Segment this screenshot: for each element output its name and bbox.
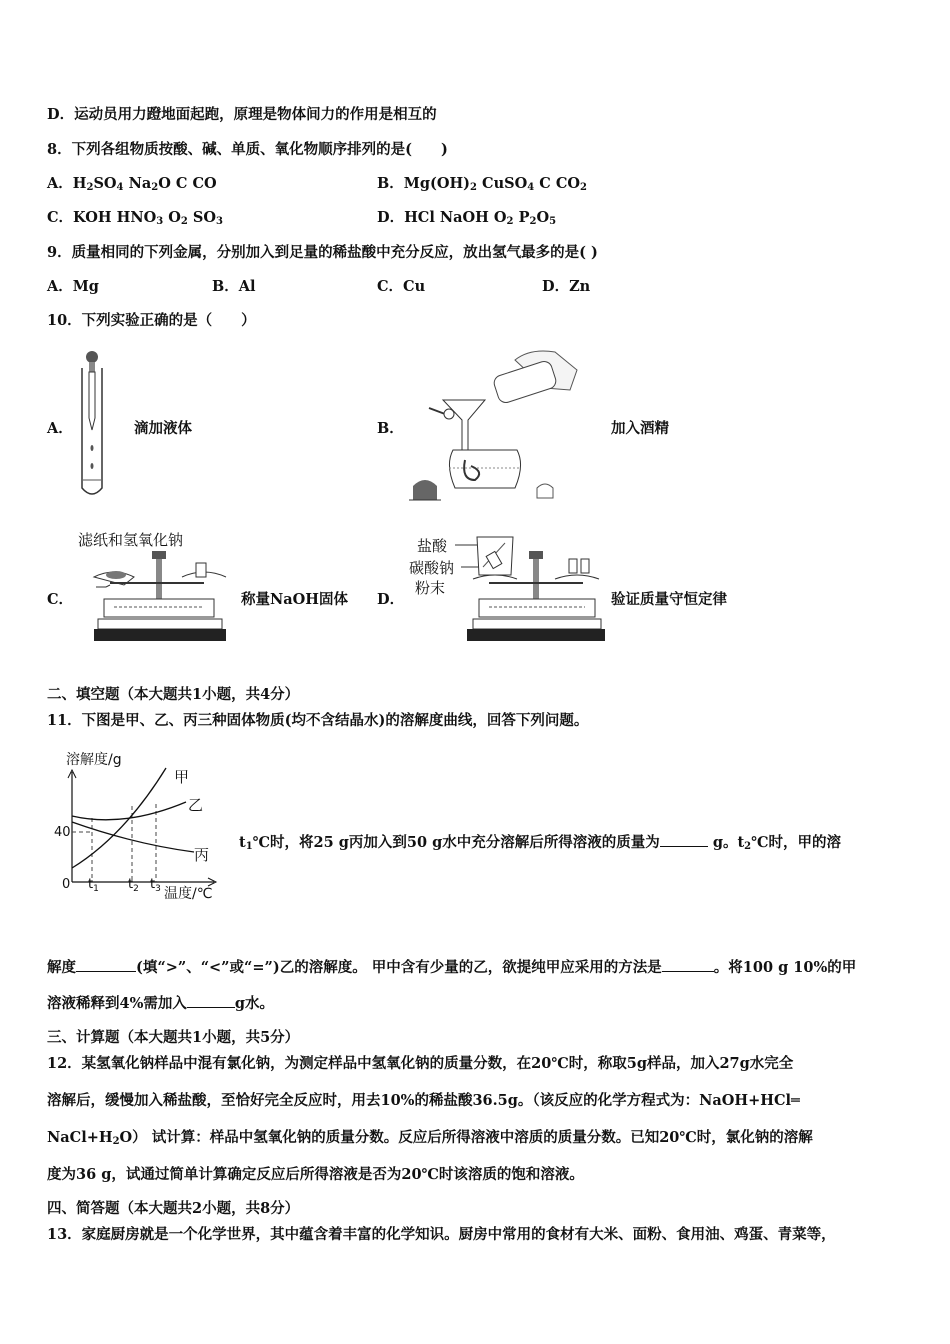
curve-yi-label: 乙 <box>188 796 204 814</box>
q11-stem: 11．下图是甲、乙、丙三种固体物质(均不含结晶水)的溶解度曲线，回答下列问题。 <box>47 712 589 729</box>
q10-a-text: 滴加液体 <box>134 420 192 437</box>
q11-line-1: $t_1℃$时，将25 g丙加入到50 g水中充分溶解后所得溶液的质量为 g。$t_2℃$时，甲的溶 <box>239 834 842 852</box>
balance-naoh-figure <box>74 527 234 643</box>
q12-line-2: 溶解后，缓慢加入稀盐酸，至恰好完全反应时，用去10%的稀盐酸36.5g。（该反应的化学方程式为：NaOH+HCl═ <box>47 1092 800 1109</box>
q13-line-1: 13．家庭厨房就是一个化学世界，其中蕴含着丰富的化学知识。厨房中常用的食材有大米、面粉、食用油、鸡蛋、青菜等， <box>47 1226 836 1243</box>
sodium-carbonate-label: 碳酸钠 <box>409 559 455 577</box>
x-tick-t3: $t_3$ <box>150 877 161 894</box>
section-2-title: 二、填空题（本大题共1小题，共4分） <box>47 686 300 703</box>
filter-paper-naoh-label: 滤纸和氢氧化钠 <box>78 531 184 549</box>
q10-b-text: 加入酒精 <box>611 420 669 437</box>
section-4-title: 四、简答题（本大题共2小题，共8分） <box>47 1200 300 1217</box>
curve-yi <box>72 802 186 820</box>
q10-d-label: D． <box>377 591 405 608</box>
x-axis-label: 温度/℃ <box>164 886 213 902</box>
balance-mass-conservation-figure <box>405 527 605 643</box>
x-tick-t1: $t_1$ <box>88 877 99 894</box>
origin-label: 0 <box>62 877 71 892</box>
q9-option-a: A．Mg <box>47 278 99 295</box>
q7-option-d: D．运动员用力蹬地面起跑，原理是物体间力的作用是相互的 <box>47 106 437 123</box>
q8-option-b: B．$Mg(OH)_2$ CuSO$_4$ C $CO_2$ <box>377 175 587 193</box>
q10-d-text: 验证质量守恒定律 <box>611 591 727 608</box>
q10-c-label: C． <box>47 591 74 608</box>
q11-line-3: 溶液稀释到4%需加入 g水。 <box>47 995 275 1012</box>
x-tick-t2: $t_2$ <box>128 877 139 894</box>
curve-bing-label: 丙 <box>194 846 210 864</box>
q8-option-d: D．HCl NaOH $O_2$ $P_2O_5$ <box>377 209 557 227</box>
y-axis-label: 溶解度/g <box>66 752 122 768</box>
section-3-title: 三、计算题（本大题共1小题，共5分） <box>47 1029 300 1046</box>
q8-stem: 8．下列各组物质按酸、碱、单质、氧化物顺序排列的是( ) <box>47 141 448 158</box>
blank-4[interactable] <box>187 995 235 1008</box>
q8-option-a: A．$H_2SO_4$ $Na_2O$ C CO <box>47 175 217 193</box>
alcohol-lamp-funnel-figure <box>405 340 585 505</box>
q10-stem: 10．下列实验正确的是（ ） <box>47 312 256 329</box>
q9-option-b: B．Al <box>212 278 256 295</box>
blank-1[interactable] <box>660 834 708 847</box>
q12-line-1: 12．某氢氧化钠样品中混有氯化钠，为测定样品中氢氧化钠的质量分数，在20℃时，称取5g样品，加入27g水完全 <box>47 1055 794 1072</box>
blank-2[interactable] <box>76 959 136 972</box>
q9-stem: 9．质量相同的下列金属，分别加入到足量的稀盐酸中充分反应，放出氢气最多的是( ) <box>47 244 598 261</box>
q11-line-2: 解度 (填“>”、“<”或“=”)乙的溶解度。 甲中含有少量的乙，欲提纯甲应采用的方法是 。将100 g 10%的甲 <box>47 959 857 976</box>
blank-3[interactable] <box>662 959 714 972</box>
curve-bing <box>72 822 194 852</box>
q10-c-text: 称量NaOH固体 <box>241 591 348 608</box>
q12-line-4: 度为36 g，试通过简单计算确定反应后所得溶液是否为20℃时该溶质的饱和溶液。 <box>47 1166 584 1183</box>
powder-label: 粉末 <box>415 579 446 597</box>
hydrochloric-acid-label: 盐酸 <box>417 537 448 555</box>
q10-a-label: A． <box>47 420 73 437</box>
curve-jia-label: 甲 <box>174 768 190 786</box>
q9-option-c: C．Cu <box>377 278 426 295</box>
q8-option-c: C．KOH $HNO_3$ $O_2$ $SO_3$ <box>47 209 223 227</box>
q9-option-d: D．Zn <box>542 278 591 295</box>
q12-line-3: $NaCl+H_2O$） 试计算：样品中氢氧化钠的质量分数。反应后所得溶液中溶质的质量分数。已知20℃时，氯化钠的溶解 <box>47 1129 813 1147</box>
dropper-test-tube-figure <box>70 348 120 500</box>
y-tick-40: 40 <box>54 825 71 840</box>
q10-b-label: B． <box>377 420 404 437</box>
solubility-curve-graph <box>44 746 229 906</box>
